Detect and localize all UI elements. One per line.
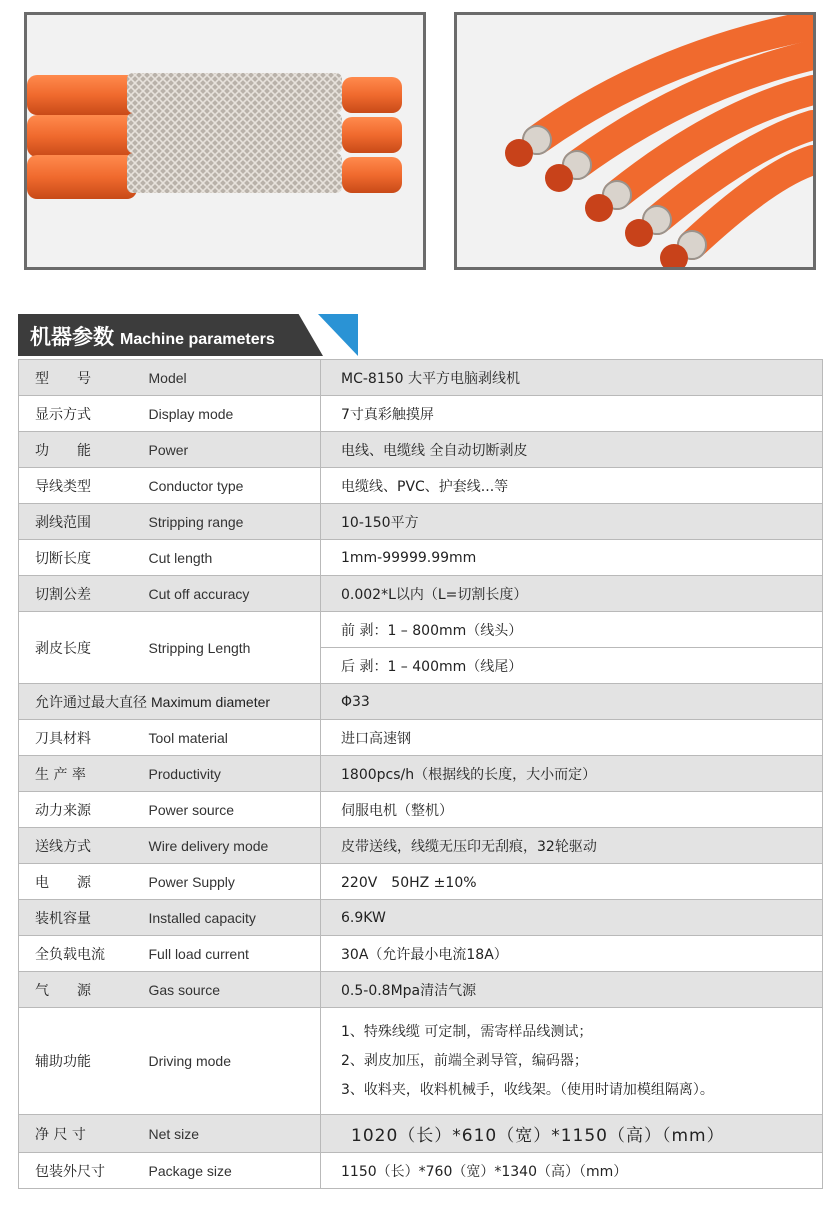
spec-value: 1800pcs/h（根据线的长度，大小而定） (321, 756, 823, 792)
spec-label-en: Full load current (137, 936, 321, 972)
spec-label-cn: 切割公差 (19, 576, 137, 612)
table-row (19, 360, 823, 396)
spec-label-en: Package size (137, 1153, 321, 1189)
spec-table (18, 359, 823, 1189)
table-row (19, 504, 823, 540)
table-row (19, 1008, 823, 1115)
aux-line: 3、收料夹，收料机械手，收线架。（使用时请加模组隔离）。 (341, 1081, 714, 1098)
spec-label-cn: 气 源 (19, 972, 137, 1008)
spec-label-cn: 全负载电流 (19, 936, 137, 972)
spec-label-en: Display mode (137, 396, 321, 432)
table-row (19, 756, 823, 792)
spec-value: 进口高速钢 (321, 720, 823, 756)
spec-label-cn: 装机容量 (19, 900, 137, 936)
spec-label-en: Cut length (137, 540, 321, 576)
spec-label-en: Power source (137, 792, 321, 828)
spec-value-multiline (321, 1008, 823, 1115)
spec-value: 伺服电机（整机） (321, 792, 823, 828)
spec-label-en: Tool material (137, 720, 321, 756)
table-row (19, 540, 823, 576)
table-row (19, 828, 823, 864)
table-row (19, 468, 823, 504)
spec-label-cn: 辅助功能 (19, 1008, 137, 1115)
spec-label-cn: 切断长度 (19, 540, 137, 576)
table-row (19, 432, 823, 468)
spec-label-en: Net size (137, 1115, 321, 1153)
table-row (19, 396, 823, 432)
spec-label-cn: 电 源 (19, 864, 137, 900)
spec-value: 0.002*L以内（L=切割长度） (321, 576, 823, 612)
table-row (19, 684, 823, 720)
spec-label-cn: 净 尺 寸 (19, 1115, 137, 1153)
spec-value: 电线、电缆线 全自动切断剥皮 (321, 432, 823, 468)
section-title (30, 321, 275, 351)
spec-label-en: Stripping range (137, 504, 321, 540)
spec-label-combined (19, 684, 321, 720)
table-row (19, 720, 823, 756)
spec-label-en: Maximum diameter (151, 693, 271, 710)
spec-label-cn: 功 能 (19, 432, 137, 468)
spec-label-en: Wire delivery mode (137, 828, 321, 864)
spec-label-cn: 生 产 率 (19, 756, 137, 792)
spec-value: Φ33 (321, 684, 823, 720)
spec-label-cn: 送线方式 (19, 828, 137, 864)
spec-value: 0.5-0.8Mpa清洁气源 (321, 972, 823, 1008)
spec-label-en: Power (137, 432, 321, 468)
spec-label-cn: 动力来源 (19, 792, 137, 828)
spec-label-en: Power Supply (137, 864, 321, 900)
spec-label-en: Gas source (137, 972, 321, 1008)
spec-value: 10-150平方 (321, 504, 823, 540)
spec-value: 7寸真彩触摸屏 (321, 396, 823, 432)
spec-value: 电缆线、PVC、护套线...等 (321, 468, 823, 504)
spec-label-en: Model (137, 360, 321, 396)
aux-line: 1、特殊线缆 可定制，需寄样品线测试； (341, 1023, 593, 1040)
spec-value-front-strip: 前 剥：1 – 800mm（线头） (321, 612, 823, 648)
spec-label-cn: 型 号 (19, 360, 137, 396)
spec-value: 皮带送线，线缆无压印无刮痕，32轮驱动 (321, 828, 823, 864)
spec-label-en: Installed capacity (137, 900, 321, 936)
table-row (19, 900, 823, 936)
table-row (19, 576, 823, 612)
spec-label-en: Driving mode (137, 1008, 321, 1115)
table-row (19, 936, 823, 972)
table-row (19, 864, 823, 900)
table-row (19, 972, 823, 1008)
spec-label-en: Stripping Length (137, 612, 321, 684)
spec-value: 30A（允许最小电流18A） (321, 936, 823, 972)
spec-label-cn: 剥皮长度 (19, 612, 137, 684)
spec-value: MC-8150 大平方电脑剥线机 (321, 360, 823, 396)
section-title-cn: 机器参数 (30, 325, 114, 349)
spec-label-cn: 导线类型 (19, 468, 137, 504)
table-row (19, 1115, 823, 1153)
spec-label-en: Productivity (137, 756, 321, 792)
spec-label-cn: 允许通过最大直径 (35, 694, 147, 711)
spec-label-cn: 包装外尺寸 (19, 1153, 137, 1189)
spec-label-en: Conductor type (137, 468, 321, 504)
spec-value: 220V 50HZ ±10% (321, 864, 823, 900)
table-row (19, 612, 823, 648)
spec-value: 1150（长）*760（宽）*1340（高）（mm） (321, 1153, 823, 1189)
spec-value-back-strip: 后 剥：1 – 400mm（线尾） (321, 648, 823, 684)
table-row (19, 1153, 823, 1189)
aux-line: 2、剥皮加压，前端全剥导管，编码器； (341, 1052, 588, 1069)
spec-value: 6.9KW (321, 900, 823, 936)
section-title-en: Machine parameters (120, 331, 275, 348)
spec-value: 1mm-99999.99mm (321, 540, 823, 576)
cable-photo-braided (24, 12, 426, 270)
spec-label-cn: 显示方式 (19, 396, 137, 432)
spec-value: 1020（长）*610（宽）*1150（高）（mm） (321, 1115, 823, 1153)
cable-photo-ends (454, 12, 816, 270)
table-row (19, 792, 823, 828)
spec-label-en: Cut off accuracy (137, 576, 321, 612)
section-header (18, 314, 340, 356)
spec-label-cn: 刀具材料 (19, 720, 137, 756)
spec-label-cn: 剥线范围 (19, 504, 137, 540)
